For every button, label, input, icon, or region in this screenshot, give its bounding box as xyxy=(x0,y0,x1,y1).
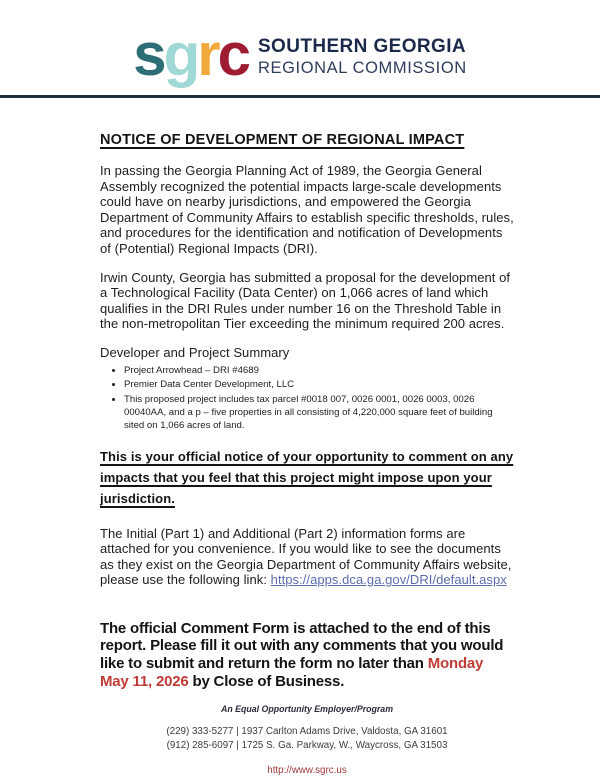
bullet-item-project: • Project Arrowhead – DRI #4689 xyxy=(124,365,514,378)
letterhead xyxy=(0,0,600,88)
logo-letter-c: c xyxy=(217,21,248,88)
org-name-block xyxy=(258,32,467,78)
comment-form-text-after: by Close of Business. xyxy=(192,672,345,690)
org-name-line2: REGIONAL COMMISSION xyxy=(257,59,467,77)
document-footer xyxy=(100,704,514,778)
bullet-item-parcels: • This proposed project includes tax parcel #0018 007, 0026 0001, 0026 0003, 0026 00040AA, and a p – five properties in all consisting of 4,220,000 square feet of building sited on 1,066 acres of land. xyxy=(124,394,514,432)
intro-paragraph: In passing the Georgia Planning Act of 1989, the Georgia General Assembly recognized the potential impacts large-scale developments could have on nearby jurisdictions, and empowered the Georgia Department of Community Affairs to establish specific thresholds, rules, and procedures for the identification and notification of Developments of (Potential) Regional Impacts (DRI). xyxy=(100,163,514,256)
deadline-date: Monday May 11, 2026 xyxy=(100,655,484,690)
footer-url[interactable]: http://www.sgrc.us xyxy=(267,765,347,777)
bullet-item-developer: • Premier Data Center Development, LLC xyxy=(124,379,514,392)
summary-bullet-list xyxy=(100,365,514,433)
logo-letter-s: s xyxy=(133,21,164,88)
address-line-2: (912) 285-6097 | 1725 S. Ga. Parkway, W., Waycross, GA 31503 xyxy=(166,740,448,752)
sgrc-logo xyxy=(133,21,248,88)
comment-form-paragraph xyxy=(100,620,514,690)
document-title: NOTICE OF DEVELOPMENT OF REGIONAL IMPACT xyxy=(100,132,465,148)
address-line-1: (229) 333-5277 | 1937 Carlton Adams Drive, Valdosta, GA 31601 xyxy=(166,726,448,738)
official-notice-paragraph: This is your official notice of your opportunity to comment on any impacts that you feel that this project might impose upon your jurisdiction. xyxy=(100,448,514,506)
document-body xyxy=(0,106,600,778)
forms-paragraph-text: The Initial (Part 1) and Additional (Part 2) information forms are attached for you convenience. If you would like to see the documents as they exist on the Georgia Department of Community Affairs website, please use the following link: xyxy=(100,525,512,588)
logo-letter-g: g xyxy=(163,21,198,88)
header-divider xyxy=(0,95,600,98)
summary-heading: Developer and Project Summary xyxy=(100,344,290,360)
dca-link[interactable]: https://apps.dca.ga.gov/DRI/default.aspx xyxy=(270,572,507,588)
proposal-paragraph: Irwin County, Georgia has submitted a proposal for the development of a Technological Facility (Data Center) on 1,066 acres of land which qualifies in the DRI Rules under number 16 on the Threshold Table in the non-metropolitan Tier exceeding the minimum required 200 acres. xyxy=(100,269,511,332)
org-name-line1: SOUTHERN GEORGIA xyxy=(257,36,466,57)
comment-form-text-before: The official Comment Form is attached to the end of this report. Please fill it out with any comments that you would like to submit and return the form no later than xyxy=(100,619,504,673)
eoe-line: An Equal Opportunity Employer/Program xyxy=(220,704,394,715)
logo-letter-r: r xyxy=(197,21,218,88)
forms-paragraph xyxy=(100,526,514,588)
